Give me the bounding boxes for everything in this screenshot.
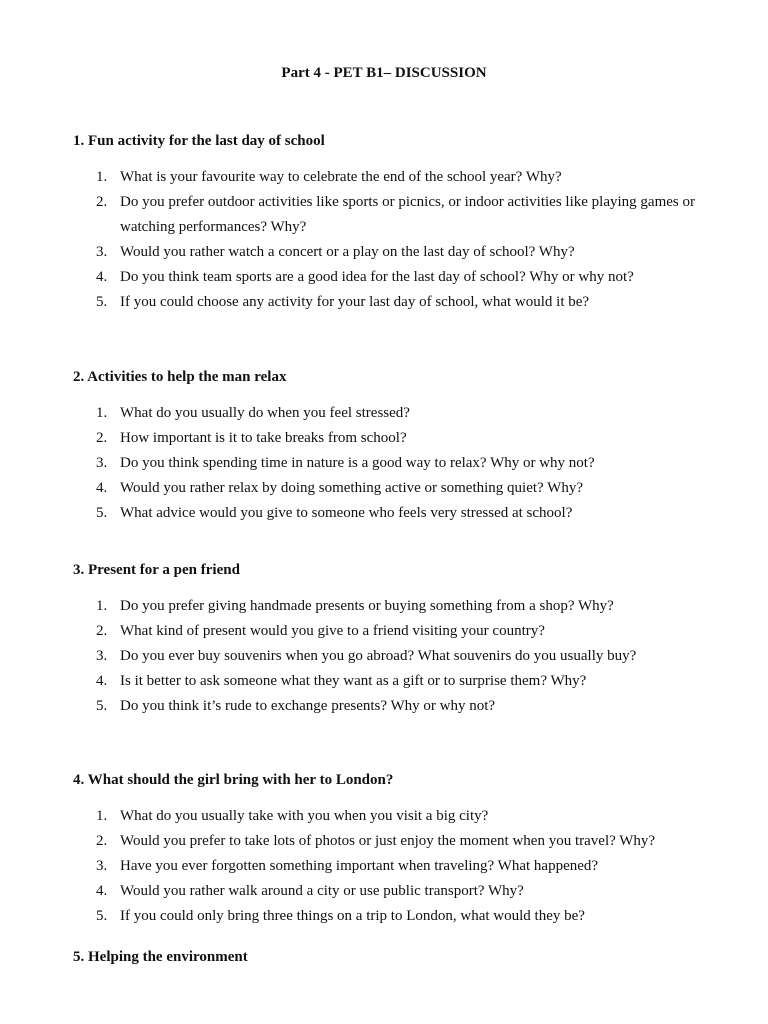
question-text: What do you usually do when you feel stressed? [120,405,410,421]
list-item [73,290,695,315]
question-text: What do you usually take with you when you visit a big city? [120,808,489,824]
discussion-section-5 [73,948,695,981]
list-number: 1. [96,808,108,824]
list-number: 4. [96,269,108,285]
list-number: 3. [96,455,108,471]
discussion-section-1 [73,132,695,315]
list-item [73,426,695,451]
list-item [73,669,695,694]
list-number: 5. [96,698,108,714]
question-list [73,804,695,929]
question-text: Would you prefer to take lots of photos or just enjoy the moment when you travel? Why? [120,833,656,849]
question-text: What is your favourite way to celebrate the end of the school year? Why? [120,169,562,185]
discussion-section-4 [73,771,695,929]
list-number: 1. [96,169,108,185]
section-heading: 5. Helping the environment [73,949,248,965]
list-item [73,240,695,265]
discussion-section-3 [73,561,695,719]
list-number: 1. [96,405,108,421]
list-number: 4. [96,480,108,496]
list-item [73,619,695,644]
list-number: 5. [96,294,108,310]
list-number: 2. [96,623,108,639]
list-item [73,501,695,526]
page-title: Part 4 - PET B1– DISCUSSION [281,65,487,81]
question-text: If you could only bring three things on a trip to London, what would they be? [120,908,585,924]
question-text: Would you rather relax by doing something active or something quiet? Why? [120,480,583,496]
question-text: How important is it to take breaks from school? [120,430,407,446]
list-number: 3. [96,244,108,260]
list-item [73,190,695,240]
discussion-section-2 [73,368,695,526]
list-item [73,904,695,929]
list-number: 3. [96,648,108,664]
question-text: Would you rather watch a concert or a play on the last day of school? Why? [120,244,575,260]
section-heading: 2. Activities to help the man relax [73,369,287,385]
list-item [73,829,695,854]
question-text: Do you prefer outdoor activities like sports or picnics, or indoor activities like playing games or watching performances? Why? [120,194,695,235]
list-number: 2. [96,833,108,849]
list-item [73,265,695,290]
question-text: What advice would you give to someone who feels very stressed at school? [120,505,573,521]
question-text: What kind of present would you give to a friend visiting your country? [120,623,545,639]
question-text: Do you think it’s rude to exchange presents? Why or why not? [120,698,496,714]
list-item [73,165,695,190]
list-item [73,804,695,829]
question-text: Do you think team sports are a good idea for the last day of school? Why or why not? [120,269,634,285]
list-item [73,451,695,476]
question-text: Is it better to ask someone what they want as a gift or to surprise them? Why? [120,673,587,689]
list-number: 2. [96,194,108,210]
question-text: Do you ever buy souvenirs when you go abroad? What souvenirs do you usually buy? [120,648,637,664]
list-number: 3. [96,858,108,874]
question-text: Do you think spending time in nature is a good way to relax? Why or why not? [120,455,595,471]
list-number: 5. [96,505,108,521]
question-text: Would you rather walk around a city or use public transport? Why? [120,883,524,899]
question-text: If you could choose any activity for your last day of school, what would it be? [120,294,590,310]
list-item [73,644,695,669]
question-text: Do you prefer giving handmade presents or buying something from a shop? Why? [120,598,614,614]
list-number: 5. [96,908,108,924]
list-item [73,694,695,719]
list-item [73,879,695,904]
section-heading: 4. What should the girl bring with her to London? [73,772,394,788]
section-heading: 3. Present for a pen friend [73,562,240,578]
list-item [73,854,695,879]
question-list [73,401,695,526]
list-number: 4. [96,883,108,899]
list-item [73,476,695,501]
list-number: 4. [96,673,108,689]
section-heading: 1. Fun activity for the last day of school [73,133,325,149]
list-number: 2. [96,430,108,446]
question-list [73,165,695,315]
list-number: 1. [96,598,108,614]
list-item [73,594,695,619]
list-item [73,401,695,426]
question-text: Have you ever forgotten something important when traveling? What happened? [120,858,599,874]
question-list [73,594,695,719]
